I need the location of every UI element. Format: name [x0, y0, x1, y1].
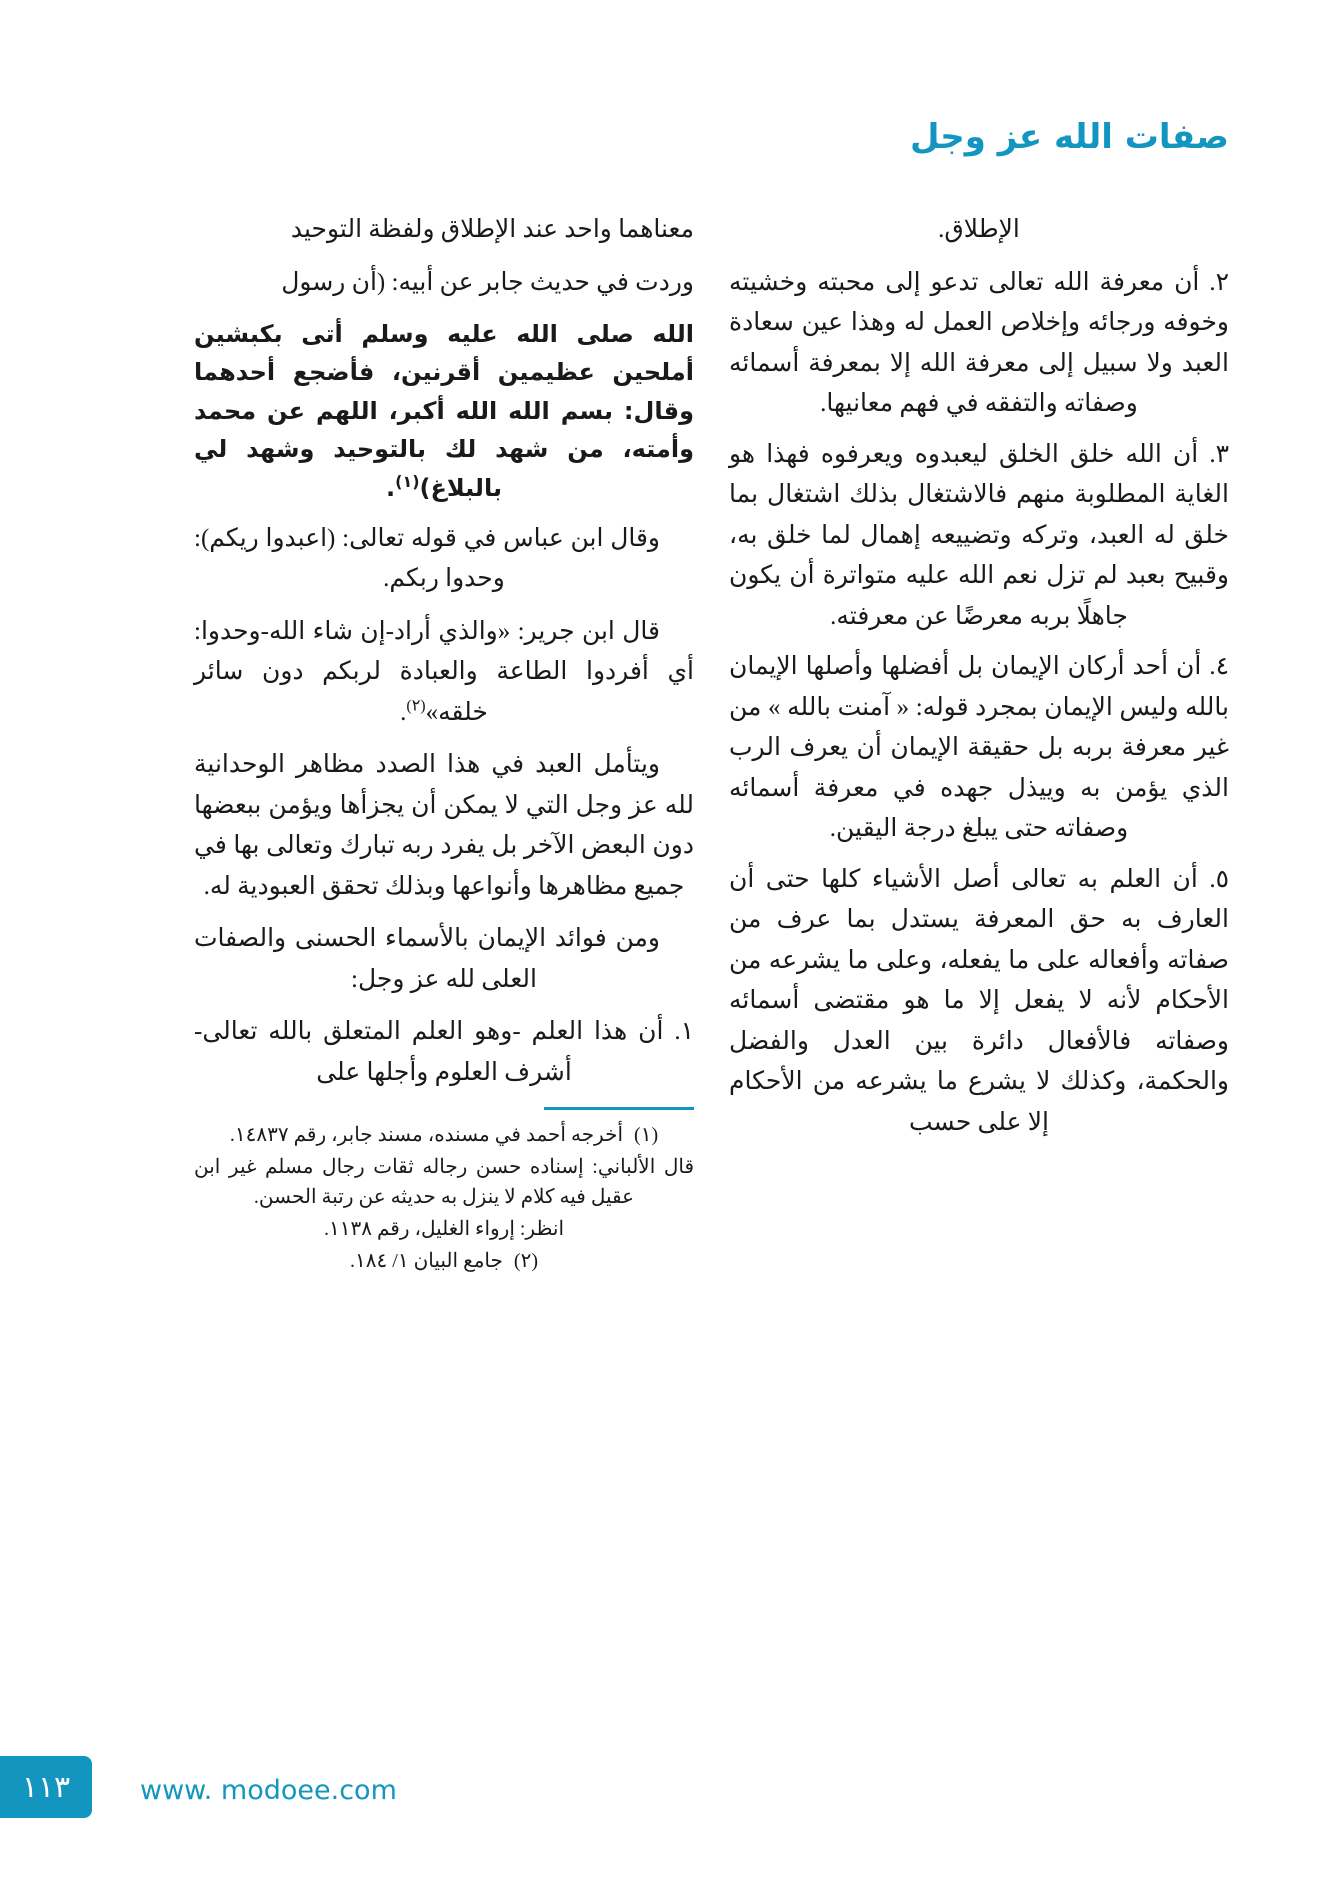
list-item: [729, 263, 1229, 425]
list-item-number: ٤.: [1209, 653, 1229, 680]
footnote-line-wrap: [194, 1152, 694, 1212]
list-item-text: أن العلم به تعالى أصل الأشياء كلها حتى أن العارف به حق المعرفة يستدل بما عرف من صفاته وأفعاله على ما يفعله، وعلى ما يشرعه من الأحكام لأنه لا يفعل إلا ما هو مقتضى أسمائه وصفاته فالأفعال دائرة بين العدل والفضل والحكمة، وكذلك لا يشرع ما يشرعه من الأحكام إلا على حسب: [729, 865, 1229, 1136]
list-item-number: ٥.: [1209, 865, 1230, 893]
website-url[interactable]: www. modoee.com: [140, 1775, 397, 1806]
footnote-line: انظر: إرواء الغليل، رقم ١١٣٨.: [323, 1218, 564, 1241]
paragraph: وردت في حديث جابر عن أبيه: (أن رسول: [281, 268, 694, 296]
hadith-text: الله صلى الله عليه وسلم أتى بكبشين أملحين عظيمين أقرنين، فأضجع أحدهما وقال: بسم الله الله أكبر، اللهم عن محمد وأمته، من شهد لك بالتوحيد وشهد لي بالبلاغ): [194, 320, 694, 502]
footnote-marker: (١): [634, 1124, 659, 1147]
paragraph: ومن فوائد الإيمان بالأسماء الحسنى والصفات العلى لله عز وجل:: [194, 925, 660, 993]
footnote-ref-2: (٢): [406, 697, 426, 715]
list-item: [729, 860, 1229, 1144]
list-item-number: ١.: [674, 1018, 695, 1046]
footnote: [194, 1120, 694, 1150]
hadith-quote: الله صلى الله عليه وسلم أتى بكبشين أملحين عظيمين أقرنين، فأضجع أحدهما وقال: بسم الله الله أكبر، اللهم عن محمد وأمته، من شهد لك بالتوحيد وشهد لي بالبلاغ)$^{(١)}$.: [194, 320, 694, 502]
footnote-line-wrap: [194, 1214, 694, 1244]
paragraph: ويتأمل العبد في هذا الصدد مظاهر الوحدانية لله عز وجل التي لا يمكن أن يجزأها ويؤمن ببعضها دون البعض الآخر بل يفرد ربه تبارك وتعالى بها في جميع مظاهرها وأنواعها وبذلك تحقق العبودية له.: [194, 751, 694, 900]
list-item-text: أن معرفة الله تعالى تدعو إلى محبته وخشيته وخوفه ورجائه وإخلاص العمل له وهذا عين سعادة العبد ولا سبيل إلى معرفة الله إلا بمعرفة أسمائه وصفاته والتفقه في فهم معانيها.: [729, 268, 1229, 417]
footnotes: [194, 1120, 694, 1276]
footnote-line: أخرجه أحمد في مسنده، مسند جابر، رقم ١٤٨٣٧.: [229, 1124, 624, 1147]
footnote-line: جامع البيان ١/ ١٨٤.: [350, 1250, 503, 1273]
footnote-divider: [544, 1107, 694, 1110]
list-item-text: أن أحد أركان الإيمان بل أفضلها وأصلها الإيمان بالله وليس الإيمان بمجرد قوله: « آمنت بالله » من غير معرفة بربه بل حقيقة الإيمان أن يعرف الرب الذي يؤمن به وييذل جهده في معرفة أسمائه وصفاته حتى يبلغ درجة اليقين.: [729, 653, 1229, 842]
paragraph: معناهما واحد عند الإطلاق ولفظة التوحيد: [290, 216, 694, 243]
list-item-number: ٢.: [1209, 268, 1229, 296]
list-item-number: ٣.: [1209, 440, 1229, 468]
list-item-text: أن الله خلق الخلق ليعبدوه ويعرفوه فهذا هو الغاية المطلوبة منهم فالاشتغال بذلك اشتغال بما خلق له العبد، وتركه وتضييعه إهمال لما خلق به، وقبيح بعبد لم تزل نعم الله عليه متواترة أن يكون جاهلًا بربه معرضًا عن معرفته.: [729, 440, 1229, 630]
column-right: [194, 210, 694, 1278]
paragraph: قال ابن جرير: «والذي أراد-إن شاء الله-وحدوا: أي أفردوا الطاعة والعبادة لربكم دون سائر خلقه»$^{(٢)}$.: [194, 617, 694, 726]
footnote: [194, 1246, 694, 1276]
footnote-line: قال الألباني: إسناده حسن رجاله ثقات رجال مسلم غير ابن عقيل فيه كلام لا ينزل به حديثه عن رتبة الحسن.: [194, 1156, 694, 1209]
list-item: [729, 435, 1229, 638]
footnote-marker: (٢): [513, 1250, 538, 1273]
page-header: [110, 117, 1229, 180]
chapter-title: صفات الله عز وجل: [909, 117, 1229, 157]
paragraph-text: قال ابن جرير: «والذي أراد-إن شاء الله-وحدوا: أي أفردوا الطاعة والعبادة لربكم دون سائر خلقه»: [194, 617, 694, 726]
list-item: [194, 1012, 694, 1093]
column-left: [729, 210, 1229, 1153]
paragraph-continuation: الإطلاق.: [938, 216, 1020, 243]
page-number: ١١٣: [0, 1756, 92, 1818]
list-item-text: أن هذا العلم -وهو العلم المتعلق بالله تعالى- أشرف العلوم وأجلها على: [194, 1018, 664, 1086]
page-columns: [110, 210, 1229, 1750]
list-item: [729, 647, 1229, 850]
footnote-ref-1: (١): [395, 471, 420, 491]
page-footer: [0, 1754, 1339, 1818]
paragraph: وقال ابن عباس في قوله تعالى: (اعبدوا ريكم): وحدوا ربكم.: [194, 524, 660, 593]
